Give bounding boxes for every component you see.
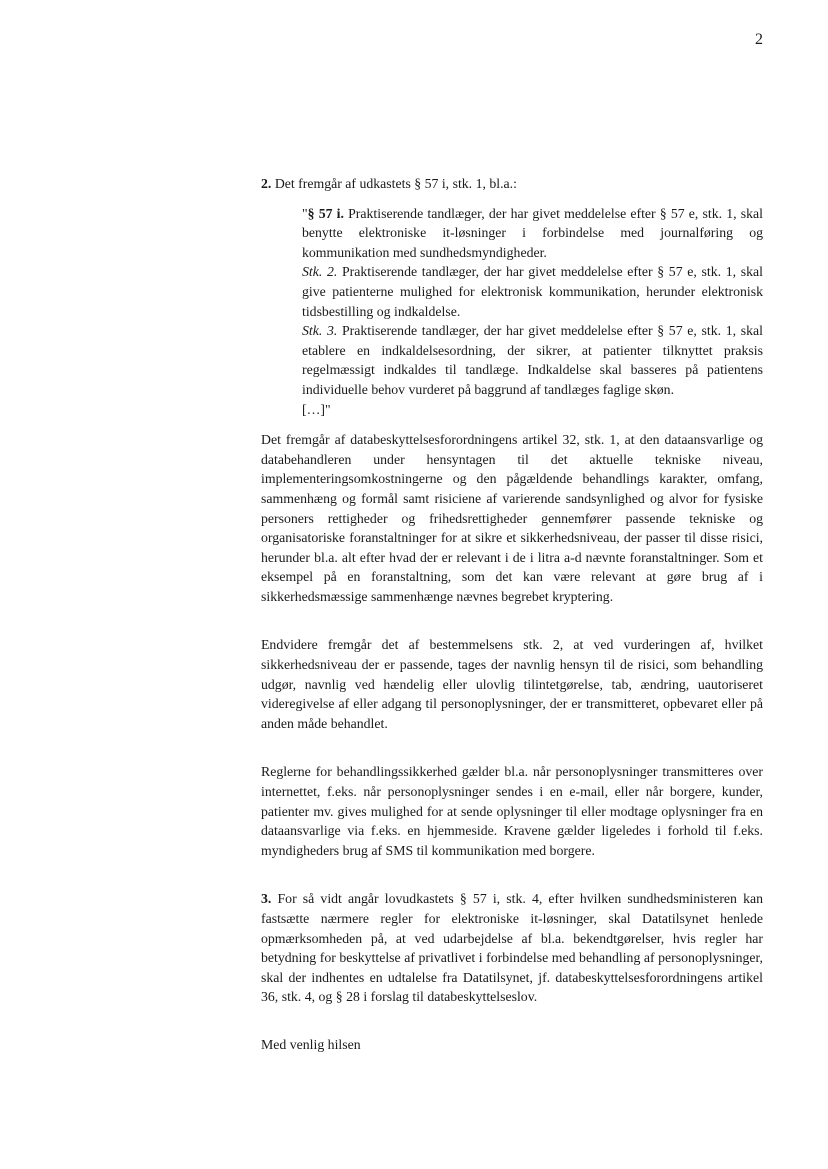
paragraph-regler: Reglerne for behandlingssikkerhed gælder bl.a. når personoplysninger transmitteres over internettet, f.eks. når personoplysninger sendes i en e-mail, eller når borgere, kunder, patienter mv. gives mulighed for at sende oplysninger til eller modtage oplysninger fra en dataansvarlige via f.eks. en hjemmeside. Kravene gælder ligeledes i forhold til f.eks. myndigheders brug af SMS til kommunikation med borgere.	[261, 764, 763, 858]
quote-stk3-heading: Stk. 3.	[302, 323, 338, 339]
quote-paragraph-1-text: Praktiserende tandlæger, der har givet meddelelse efter § 57 e, stk. 1, skal benytte elektroniske it-løsninger i forbindelse med journalføring og kommunikation med sundhedsmyndigheder.	[302, 205, 763, 260]
closing-greeting: Med venlig hilsen	[261, 1036, 361, 1052]
section-3-text: For så vidt angår lovudkastets § 57 i, stk. 4, efter hvilken sundhedsministeren kan fastsætte nærmere regler for elektroniske it-løsninger, skal Datatilsynet henlede opmærksomheden på, at ved udarbejdelse af bl.a. bekendtgørelser, hvis regler har betydning for beskyttelse af privatlivet i forbindelse med behandling af personoplysninger, skal der indhentes en udtalelse fra Datatilsynet, jf. databeskyttelsesforordningens artikel 36, stk. 4, og § 28 i forslag til databeskyttelseslov.	[261, 891, 763, 1005]
section-2-intro-text: Det fremgår af udkastets § 57 i, stk. 1, bl.a.:	[274, 176, 517, 191]
quote-paragraph-3-text: Praktiserende tandlæger, der har givet meddelelse efter § 57 e, stk. 1, skal etablere en indkaldelsesordning, der sikrer, at patienter tilknyttet praksis regelmæssigt indkaldes til tandlæge. Indkaldelse skal basseres på patientens individuelle behov vurderet på baggrund af tandlæges faglige skøn.	[302, 323, 763, 397]
section-3	[261, 889, 763, 1007]
quote-stk2-heading: Stk. 2.	[302, 264, 338, 280]
letter-body	[261, 174, 763, 1055]
quote-section-heading: § 57 i.	[307, 205, 344, 221]
quoted-law-text	[302, 204, 763, 420]
section-3-number: 3.	[261, 891, 272, 907]
quote-paragraph-2	[302, 262, 763, 321]
section-2-intro	[261, 174, 763, 194]
quote-paragraph-1	[302, 204, 763, 263]
quote-open-mark: "	[302, 205, 308, 221]
quote-ellipsis: […]"	[302, 401, 331, 417]
section-2-number: 2.	[261, 176, 272, 191]
quote-paragraph-3	[302, 321, 763, 399]
paragraph-stk-2: Endvidere fremgår det af bestemmelsens stk. 2, at ved vurderingen af, hvilket sikkerhedsniveau der er passende, tages der navnlig hensyn til de risici, som behandling udgør, navnlig ved hændelig eller ulovlig tilintetgørelse, tab, ændring, uautoriseret videregivelse af eller adgang til personoplysninger, der er transmitteret, opbevaret eller på anden måde behandlet.	[261, 637, 763, 731]
page-number: 2	[755, 31, 763, 48]
paragraph-article-32: Det fremgår af databeskyttelsesforordningens artikel 32, stk. 1, at den dataansvarlige og databehandleren under hensyntagen til det aktuelle tekniske niveau, implementeringsomkostningerne og den pågældende behandlings karakter, omfang, sammenhæng og formål samt risiciene af varierende sandsynlighed og alvor for fysiske personers rettigheder og frihedsrettigheder gennemfører passende tekniske og organisatoriske foranstaltninger for at sikre et sikkerhedsniveau, der passer til disse risici, herunder bl.a. alt efter hvad der er relevant i de i litra a-d nævnte foranstaltninger. Som et eksempel på en foranstaltning, som det kan være relevant at gøre brug af i sikkerhedsmæssige sammenhænge nævnes begrebet kryptering.	[261, 432, 763, 604]
quote-paragraph-2-text: Praktiserende tandlæger, der har givet meddelelse efter § 57 e, stk. 1, skal give patienterne mulighed for elektronisk kommunikation, herunder elektronisk tidsbestilling og indkaldelse.	[302, 264, 763, 319]
